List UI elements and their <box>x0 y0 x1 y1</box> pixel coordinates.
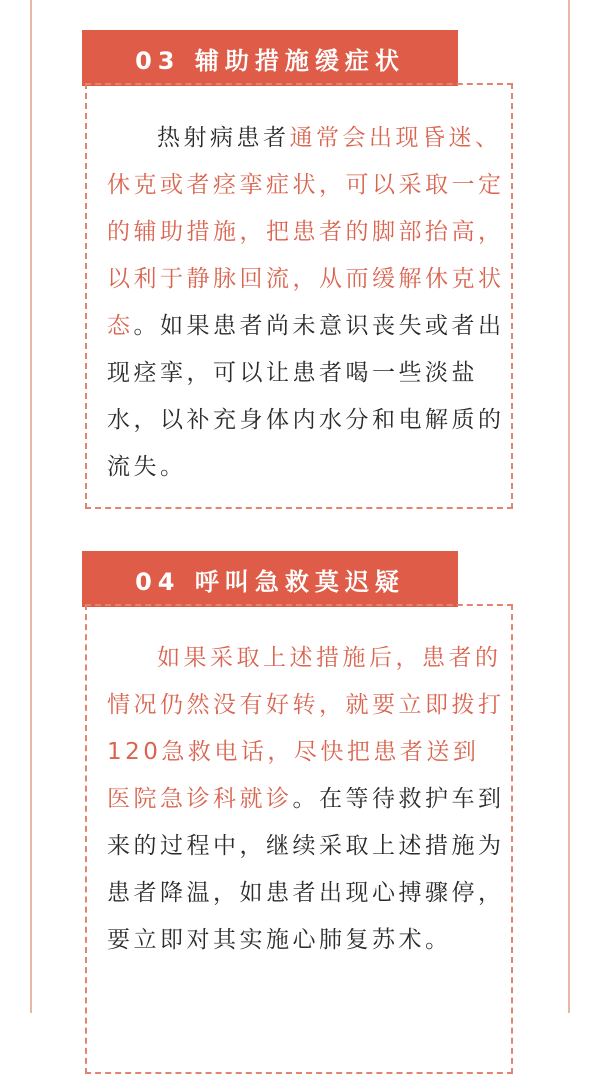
highlighted-text: 通常会出现昏迷、休克或者痉挛症状，可以采取一定的辅助措施，把患者的脚部抬高，以利于静脉回流，从而缓解休克状态 <box>107 125 505 339</box>
right-border-line <box>568 0 570 1013</box>
section-header: 03 辅助措施缓症状 <box>82 30 458 86</box>
section-paragraph <box>107 115 505 491</box>
section-paragraph <box>107 635 505 964</box>
section-header: 04 呼叫急救莫迟疑 <box>82 551 458 607</box>
paragraph-text: 。在等待救护车到来的过程中，继续采取上述措施为患者降温，如患者出现心搏骤停，要立即对其实施心肺复苏术。 <box>107 786 505 953</box>
highlighted-text: 如果采取上述措施后，患者的情况仍然没有好转，就要立即拨打120急救电话，尽快把患者送到医院急诊科就诊 <box>107 645 505 812</box>
paragraph-text: 。如果患者尚未意识丧失或者出现痉挛，可以让患者喝一些淡盐水，以补充身体内水分和电解质的流失。 <box>107 313 505 480</box>
section-body-box <box>85 604 513 1074</box>
paragraph-text: 热射病患者 <box>157 125 290 151</box>
left-border-line <box>30 0 32 1013</box>
section-body-box <box>85 83 513 509</box>
